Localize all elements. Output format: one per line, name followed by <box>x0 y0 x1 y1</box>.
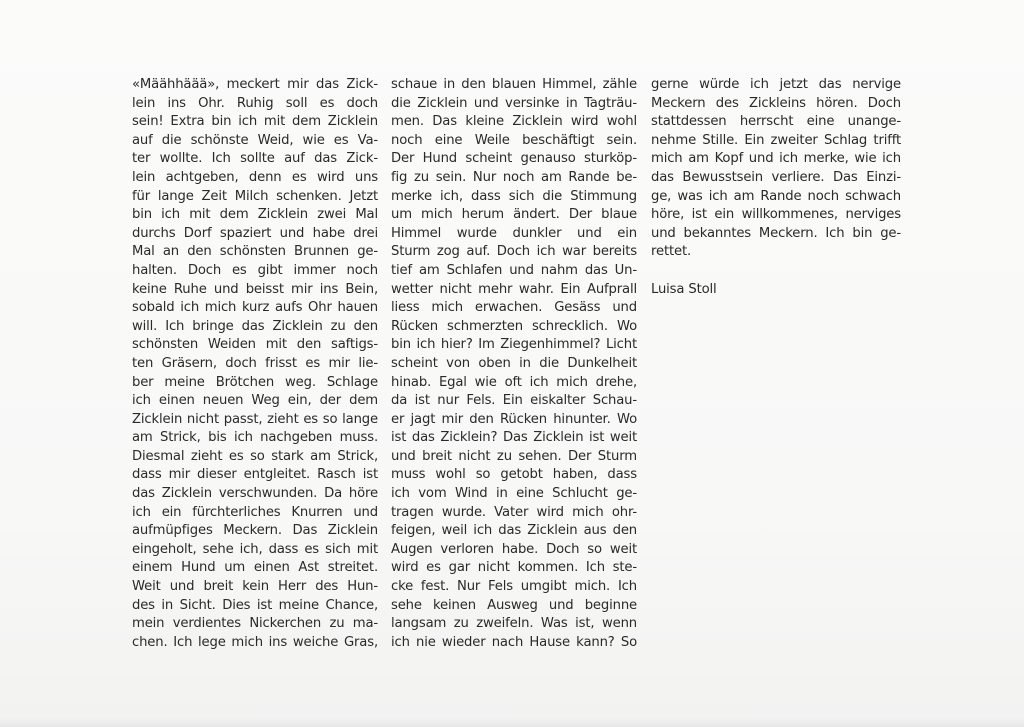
text-line: langsam zu zweifeln. Was ist, wenn <box>391 616 637 632</box>
text-line: Weit und breit kein Herr des Hun- <box>132 579 378 595</box>
text-line: er jagt mir den Rücken hinunter. Wo <box>391 411 637 427</box>
text-line: eingeholt, sehe ich, dass es sich mit <box>132 541 378 557</box>
text-line: merke ich, dass sich die Stimmung <box>391 188 637 204</box>
text-line: fig zu sein. Nur noch am Rande be- <box>391 169 637 185</box>
text-line: am Strick, bis ich nachgeben muss. <box>132 430 378 446</box>
text-line: durchs Dorf spaziert und habe drei <box>132 225 378 241</box>
text-line: men. Das kleine Zicklein wird wohl <box>391 114 637 130</box>
text-line: keine Ruhe und beisst mir ins Bein, <box>132 281 378 297</box>
text-line: rettet. <box>651 244 692 260</box>
text-line: liess mich erwachen. Gesäss und <box>391 300 637 316</box>
text-column-2 <box>391 76 637 652</box>
text-line: um mich herum ändert. Der blaue <box>391 207 637 223</box>
text-line: des in Sicht. Dies ist meine Chance, <box>132 597 378 613</box>
text-line: bin ich mit dem Zicklein zwei Mal <box>132 207 378 223</box>
author-name: Luisa Stoll <box>651 281 717 297</box>
text-line: lein ins Ohr. Ruhig soll es doch <box>132 95 378 111</box>
text-line: stattdessen herrscht eine unange- <box>651 114 901 130</box>
text-line: die Zicklein und versinke in Tagträu- <box>391 95 637 111</box>
text-line: auf die schönste Weid, wie es Va- <box>132 132 378 148</box>
text-line: wird es gar nicht kommen. Ich ste- <box>391 560 637 576</box>
text-line: aufmüpfiges Meckern. Das Zicklein <box>132 523 378 539</box>
text-line: Rücken schmerzten schrecklich. Wo <box>391 318 637 334</box>
text-line: nehme Stille. Ein zweiter Schlag trifft <box>651 132 901 148</box>
text-line: und bekanntes Meckern. Ich bin ge- <box>651 225 901 241</box>
text-line: das Bewusstsein verliere. Das Einzi- <box>651 169 901 185</box>
text-line: sobald ich mich kurz aufs Ohr hauen <box>132 300 378 316</box>
text-column-1 <box>132 76 378 652</box>
text-line: Augen verloren habe. Doch so weit <box>391 541 637 557</box>
text-line: mein verdientes Nickerchen zu ma- <box>132 616 378 632</box>
text-column-3 <box>651 76 901 299</box>
text-line: Sturm zog auf. Doch ich war bereits <box>391 244 637 260</box>
text-line: muss wohl so getobt haben, dass <box>391 467 637 483</box>
text-line: tragen wurde. Vater wird mich ohr- <box>391 504 637 520</box>
text-line: hinab. Egal wie oft ich mich drehe, <box>391 374 637 390</box>
text-line: halten. Doch es gibt immer noch <box>132 262 378 278</box>
text-line: einem Hund um einen Ast streitet. <box>132 560 378 576</box>
text-line: lein achtgeben, denn es wird uns <box>132 169 378 185</box>
text-line: ge, was ich am Rande noch schwach <box>651 188 901 204</box>
text-line: will. Ich bringe das Zicklein zu den <box>132 318 378 334</box>
text-line: bin ich hier? Im Ziegenhimmel? Licht <box>391 337 637 353</box>
text-line: ich vom Wind in eine Schlucht ge- <box>391 486 637 502</box>
text-line: ist das Zicklein? Das Zicklein ist weit <box>391 430 637 446</box>
text-line: chen. Ich lege mich ins weiche Gras, <box>132 634 378 650</box>
text-line: feigen, weil ich das Zicklein aus den <box>391 523 637 539</box>
text-line: und breit nicht zu sehen. Der Sturm <box>391 448 637 464</box>
text-line: Diesmal zieht es so stark am Strick, <box>132 448 378 464</box>
text-line: ten Gräsern, doch frisst es mir lie- <box>132 355 378 371</box>
text-line: Himmel wurde dunkler und ein <box>391 225 637 241</box>
text-line: ich ein fürchterliches Knurren und <box>132 504 378 520</box>
text-line: sehe keinen Ausweg und beginne <box>391 597 637 613</box>
text-line: für lange Zeit Milch schenken. Jetzt <box>132 188 378 204</box>
text-line: cke fest. Nur Fels umgibt mich. Ich <box>391 579 637 595</box>
text-line: scheint von oben in die Dunkelheit <box>391 355 637 371</box>
text-line: schaue in den blauen Himmel, zähle <box>391 77 637 92</box>
text-line: mich am Kopf und ich merke, wie ich <box>651 151 901 167</box>
text-line: dass mir dieser entgleitet. Rasch ist <box>132 467 378 483</box>
text-line: noch eine Weile beschäftigt sein. <box>391 132 637 148</box>
text-line: Mal an den schönsten Brunnen ge- <box>132 244 378 260</box>
text-line: «Määhhäää», meckert mir das Zick- <box>132 77 378 92</box>
text-line: ber meine Brötchen weg. Schlage <box>132 374 378 390</box>
text-line: sein! Extra bin ich mit dem Zicklein <box>132 114 378 130</box>
text-line: da ist nur Fels. Ein eiskalter Schau- <box>391 393 637 409</box>
text-line: höre, ist ein willkommenes, nerviges <box>651 207 901 223</box>
text-line: schönsten Weiden mit den saftigs- <box>132 337 378 353</box>
text-line: gerne würde ich jetzt das nervige <box>651 77 901 92</box>
text-line: tief am Schlafen und nahm das Un- <box>391 262 637 278</box>
text-line: wetter nicht mehr wahr. Ein Aufprall <box>391 281 637 297</box>
text-line: ter wollte. Ich sollte auf das Zick- <box>132 151 378 167</box>
text-line: ich einen neuen Weg ein, der dem <box>132 393 378 409</box>
text-line: Der Hund scheint genauso sturköp- <box>391 151 637 167</box>
paragraph-gap <box>651 262 901 281</box>
page-edge-shadow <box>0 717 1024 727</box>
text-line: Zicklein nicht passt, zieht es so lange <box>132 411 378 427</box>
text-line: Meckern des Zickleins hören. Doch <box>651 95 901 111</box>
text-line: das Zicklein verschwunden. Da höre <box>132 486 378 502</box>
text-line: ich nie wieder nach Hause kann? So <box>391 634 637 650</box>
